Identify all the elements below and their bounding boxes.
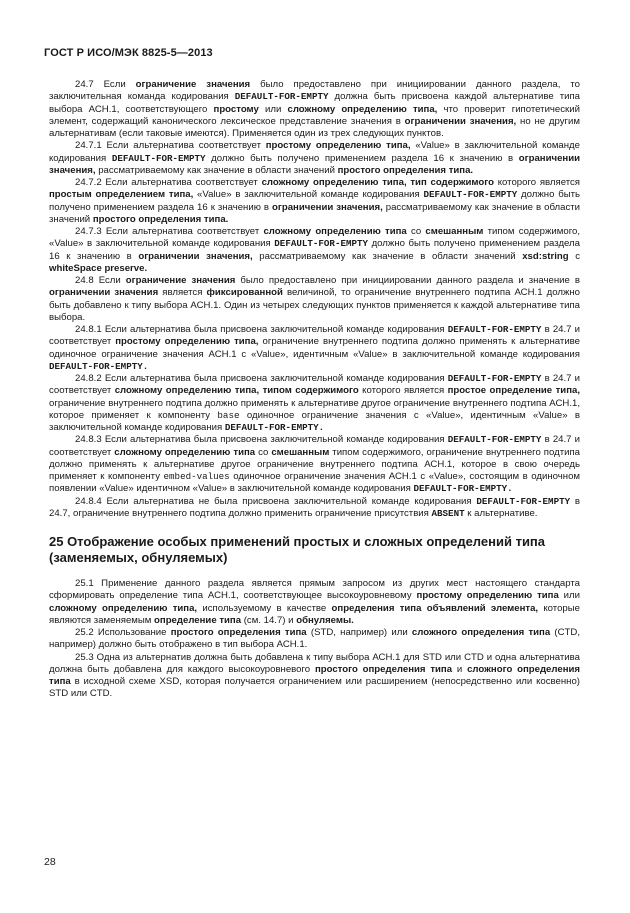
term: сложному определению типа, xyxy=(287,103,438,115)
term: whiteSpace preserve. xyxy=(49,262,148,274)
term: сложному определению типа xyxy=(263,226,407,237)
text: 24.7 Если xyxy=(75,79,136,90)
text: что проверит гипотетический элемент, содержащий канонического лексическое представление значения в xyxy=(49,103,580,127)
term: простому определению типа, xyxy=(115,336,259,348)
term: простого определения типа. xyxy=(337,164,474,176)
code: DEFAULT-FOR-EMPTY xyxy=(423,189,518,201)
text: является xyxy=(158,287,207,299)
term: простого определения типа xyxy=(314,663,453,675)
text: в 24.7 и соответствует xyxy=(49,324,580,348)
term: простому определению типа xyxy=(416,590,559,602)
term: простого определения типа xyxy=(170,627,307,638)
code: embed-values xyxy=(163,471,230,482)
text: «Value» в заключительной команде кодирования xyxy=(49,140,580,164)
text: ограничение внутреннего подтипа должно применять к альтернативе одиночное ограничение значения АСН.1 с «Value», идентичным «Value» в заключительной команде кодирования xyxy=(49,336,581,360)
term: простого определения типа. xyxy=(92,213,229,225)
code: DEFAULT-FOR-EMPTY xyxy=(447,434,542,446)
term: простому xyxy=(213,103,259,115)
text: в исходной схеме XSD, которая получается ограничением или расширением (непосредственно или косвенно) STD или CTD. xyxy=(49,676,580,700)
text: 24.8.1 Если альтернатива была присвоена заключительной команде кодирования xyxy=(75,324,448,335)
paragraph-24-7-2 xyxy=(49,177,580,226)
text: рассматриваемому как значение в области значений xyxy=(252,250,523,262)
text: 24.8 Если xyxy=(75,275,126,286)
text: ограничение внутреннего подтипа должно применять к альтернативе другое ограничение внутреннего подтипа АСН.1, которое применяет к компоненту xyxy=(49,397,580,421)
text: 25.2 Использование xyxy=(75,627,171,638)
term: смешанным xyxy=(271,446,330,458)
text: 24.7.1 Если альтернатива соответствует xyxy=(75,140,266,152)
text: величиной, то ограничение внутреннего подтипа АСН.1 должно быть добавлено к типу выбора АСН.1. Один из четырех следующих пунктов применяется к каждой альтернативе типа выбора. xyxy=(49,287,580,323)
running-header: ГОСТ Р ИСО/МЭК 8825-5—2013 xyxy=(44,47,213,59)
text: используемому в качестве xyxy=(197,602,332,614)
text: (см. 14.7) и xyxy=(241,614,297,626)
term: фиксированной xyxy=(206,287,283,299)
text: должна быть присвоена каждой альтернативе типа выбора АСН.1, соответствующего xyxy=(49,91,580,115)
text: было предоставлено при инициировании данного раздела, то заключительная команда кодирования xyxy=(49,79,580,103)
text: которого является xyxy=(358,385,448,397)
text: которого является xyxy=(493,177,580,188)
text: одиночное ограничение значения АСН.1 с «Value», состоящим в одиночном появлении «Value» идентичном «Value» в заключительной команде кодирования xyxy=(49,471,581,495)
body-text xyxy=(49,79,580,701)
text: «Value» в заключительной команде кодирования xyxy=(193,189,424,201)
text: к альтернативе. xyxy=(464,507,538,519)
paragraph-24-8 xyxy=(49,275,580,324)
term: сложного определения типа xyxy=(411,627,551,638)
code: DEFAULT-FOR-EMPTY. xyxy=(224,422,325,433)
term: ограничении значения, xyxy=(404,115,517,127)
term: сложного определения типа xyxy=(49,663,580,687)
paragraph-25-2 xyxy=(49,627,580,652)
paragraph-24-7-1 xyxy=(49,140,580,177)
term: простым определением типа, xyxy=(49,189,194,201)
text: или xyxy=(558,590,581,602)
text: 24.7.3 Если альтернатива соответствует xyxy=(75,226,264,237)
page-number: 28 xyxy=(44,856,56,868)
term: определение типа xyxy=(154,614,242,626)
term: обнуляемы. xyxy=(296,614,354,626)
text: было предоставлено при инициировании данного раздела и значение в xyxy=(235,275,580,286)
code: DEFAULT-FOR-EMPTY. xyxy=(49,360,149,372)
paragraph-24-7 xyxy=(49,79,580,140)
term: ограничении значения xyxy=(49,287,159,299)
code: DEFAULT-FOR-EMPTY xyxy=(111,152,206,164)
term: смешанным xyxy=(425,226,484,237)
code: DEFAULT-FOR-EMPTY. xyxy=(413,483,513,495)
text: (CTD, например) должно быть отображено в тип выбора АСН.1. xyxy=(49,627,580,651)
code: base xyxy=(217,409,240,421)
term: сложному определению типа, xyxy=(49,602,198,614)
term: ограничение значения xyxy=(125,275,236,286)
text: в 24.7 и соответствует xyxy=(49,434,580,458)
term: ограничении значения, xyxy=(272,201,383,213)
paragraph-24-8-4 xyxy=(49,496,580,521)
text: 24.8.3 Если альтернатива была присвоена заключительной команде кодирования xyxy=(75,434,448,446)
term: сложному определению типа xyxy=(114,446,256,458)
code: DEFAULT-FOR-EMPTY xyxy=(274,238,369,250)
code: DEFAULT-FOR-EMPTY xyxy=(234,91,329,103)
term: сложному определению типа, типом содержимого xyxy=(114,385,359,397)
text: 25.1 Применение данного раздела является прямым запросом из других мест настоящего стандарта сформировать определение типа АСН.1, соответствующее высокоуровневому xyxy=(49,578,580,602)
text: должно быть получено применением раздела 16 к значению в xyxy=(49,238,580,262)
text: 25.3 Одна из альтернатив должна быть добавлена к типу выбора АСН.1 для STD или CTD и одна альтернатива должна быть добавлена для каждого высокоуровневого xyxy=(49,651,580,675)
text: одиночное ограничение значения с «Value», идентичным «Value» в заключительной команде кодирования xyxy=(49,409,581,433)
text: рассматриваемому как значение в области значений xyxy=(49,201,580,225)
text: со xyxy=(255,446,272,458)
text: рассматриваемому как значение в области значений xyxy=(95,164,338,176)
text: с xyxy=(568,250,580,262)
text: (STD, например) или xyxy=(306,627,412,638)
term: xsd:string xyxy=(522,250,569,262)
text: 24.8.4 Если альтернатива не была присвоена заключительной команде кодирования xyxy=(75,495,477,507)
text: типом содержимого, ограничение внутреннего подтипа должно применять к альтернативе другое ограничение внутреннего подтипа АСН.1, которое в свою очередь применяет к компоненту xyxy=(49,446,580,482)
text: в 24.7, ограничение внутреннего подтипа должно применить ограничение присутствия xyxy=(49,495,581,519)
term: определения типа объявлений элемента, xyxy=(331,602,539,614)
text: 24.8.2 Если альтернатива была присвоена заключительной команде кодирования xyxy=(75,373,448,384)
paragraph-25-1 xyxy=(49,578,580,627)
text: или xyxy=(258,103,288,115)
paragraph-24-8-3 xyxy=(49,434,580,495)
text: но не другим альтернативам (если таковые имеются). Применяется один из трех следующих пунктов. xyxy=(49,115,580,139)
text: которые являются заменяемым xyxy=(49,602,580,626)
section-25-heading: 25 Отображение особых применений простых и сложных определений типа (заменяемых, обнуляемых) xyxy=(49,534,546,565)
text: должно быть получено применением раздела 16 к значению в xyxy=(205,152,519,164)
text: в 24.7 и соответствует xyxy=(49,373,580,397)
paragraph-24-8-2 xyxy=(49,373,580,434)
code: ABSENT xyxy=(431,507,465,519)
term: простое определение типа, xyxy=(447,385,580,397)
text: должно быть получено применением раздела 16 к значению в xyxy=(49,189,580,213)
text: и xyxy=(452,663,468,675)
code: DEFAULT-FOR-EMPTY xyxy=(447,373,542,384)
paragraph-25-3 xyxy=(49,652,580,701)
paragraph-24-8-1 xyxy=(49,324,580,373)
text: со xyxy=(406,226,426,237)
paragraph-24-7-3 xyxy=(49,226,580,275)
code: DEFAULT-FOR-EMPTY xyxy=(447,324,542,335)
text: 24.7.2 Если альтернатива соответствует xyxy=(75,177,262,188)
term: ограничении значения, xyxy=(138,250,253,262)
term: ограничение значения xyxy=(135,79,251,90)
term: ограничении значения, xyxy=(49,152,580,176)
code: DEFAULT-FOR-EMPTY xyxy=(476,495,571,507)
term: сложному определению типа, тип содержимого xyxy=(261,177,494,188)
text: типом содержимого, «Value» в заключительной команде кодирования xyxy=(49,226,580,250)
term: простому определению типа, xyxy=(265,140,411,152)
